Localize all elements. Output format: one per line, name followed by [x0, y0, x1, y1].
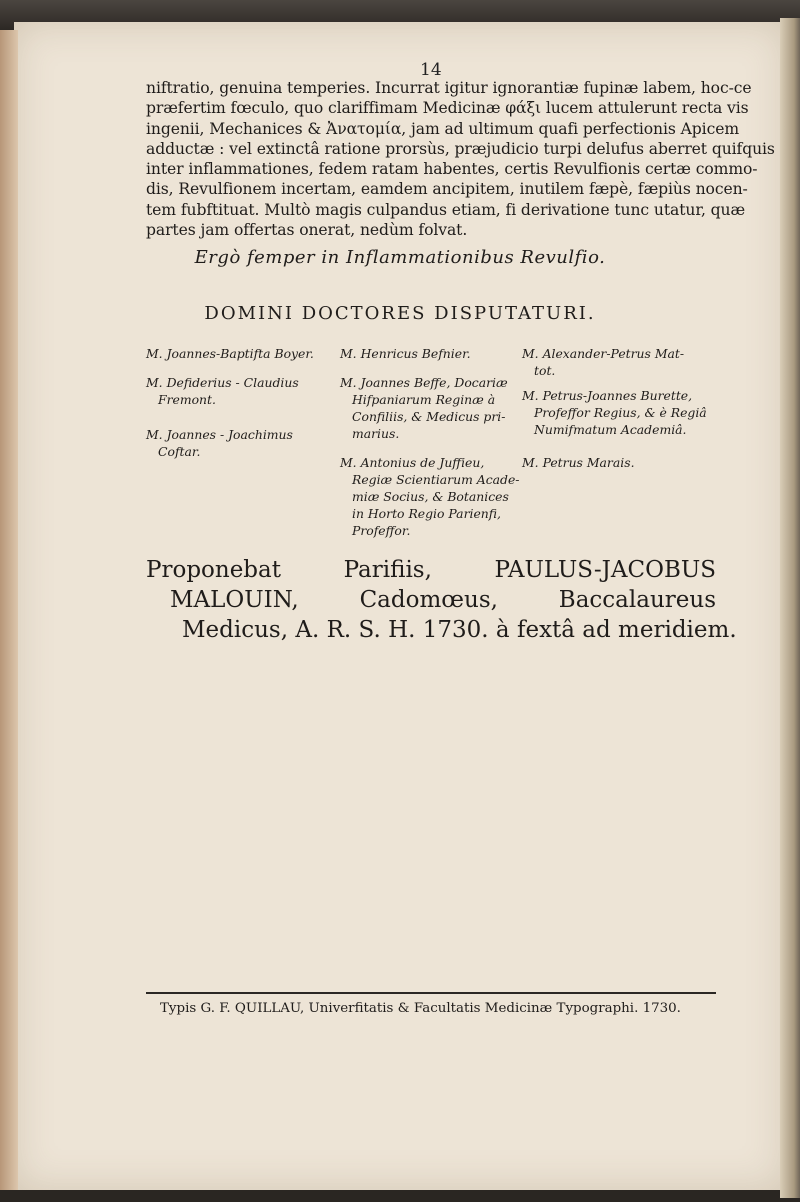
doctor-entry	[522, 387, 707, 438]
body-line: partes jam offertas onerat, nedùm folvat.	[146, 221, 468, 240]
proposition-line: Medicus, A. R. S. H. 1730. à fextâ ad meridiem.	[182, 617, 737, 643]
doctor-name: M. Alexander-Petrus Mat-	[522, 346, 685, 361]
doctor-title: Numifmatum Academiâ.	[534, 422, 687, 437]
doctor-title: in Horto Regio Parienfi,	[352, 506, 501, 521]
body-line: dis, Revulfionem incertam, eamdem ancipitem, inutilem fæpè, fæpiùs nocen-	[146, 180, 748, 199]
body-paragraph	[146, 78, 775, 240]
doctor-title: Regiæ Scientiarum Acade-	[352, 472, 520, 487]
doctor-name-cont: tot.	[534, 363, 556, 378]
printer-imprint: Typis G. F. QUILLAU, Univerfitatis & Facultatis Medicinæ Typographi. 1730.	[160, 1001, 681, 1016]
doctor-title: Hifpaniarum Reginæ à	[352, 392, 496, 407]
body-line: adductæ : vel extinctâ ratione prorsùs, præjudicio turpi delufus aberret quifquis	[146, 139, 775, 158]
body-line: inter inflammationes, fedem ratam habentes, certis Revulfionis certæ commo-	[146, 160, 758, 179]
doctor-name-cont: Coftar.	[158, 444, 201, 459]
doctor-entry	[522, 454, 702, 471]
doctor-entry	[146, 345, 336, 362]
page-gutter	[0, 30, 18, 1190]
proposition-line: Proponebat Parifiis, PAULUS-JACOBUS	[146, 557, 716, 583]
body-line: tem fubftituat. Multò magis culpandus etiam, fi derivatione tunc utatur, quæ	[146, 200, 746, 219]
page-fore-edge	[780, 18, 800, 1198]
doctors-column-1	[146, 345, 336, 472]
doctor-name: M. Henricus Befnier.	[340, 346, 471, 361]
doctor-title: miæ Socius, & Botanices	[352, 489, 509, 504]
doctor-name: M. Joannes-Baptifta Boyer.	[146, 346, 314, 361]
doctor-title: Profeffor Regius, & è Regiâ	[534, 405, 707, 420]
doctors-column-2	[340, 345, 520, 551]
doctor-title: Confiliis, & Medicus pri-	[352, 409, 506, 424]
doctor-name: M. Joannes - Joachimus	[146, 427, 293, 442]
doctor-name-cont: Fremont.	[158, 392, 216, 407]
doctor-name: M. Petrus-Joannes Burette,	[522, 388, 693, 403]
proposition-block	[146, 555, 737, 645]
doctor-name: M. Petrus Marais.	[522, 455, 635, 470]
doctor-entry	[146, 374, 336, 408]
body-line: ingenii, Mechanices & Ἀνατομία, jam ad ultimum quafi perfectionis Apicem	[146, 119, 740, 138]
doctor-name: M. Joannes Beffe, Docariæ	[340, 375, 508, 390]
body-line: niftratio, genuina temperies. Incurrat igitur ignorantiæ fupinæ labem, hoc-ce	[146, 79, 752, 97]
body-line: præfertim fœculo, quo clariffimam Medicinæ φάξι lucem attulerunt recta vis	[146, 99, 749, 118]
doctor-entry	[340, 374, 516, 442]
doctor-entry	[340, 345, 516, 362]
doctors-column-3	[522, 345, 707, 483]
doctor-title: Profeffor.	[352, 523, 411, 538]
proposition-line: MALOUIN, Cadomœus, Baccalaureus	[170, 587, 716, 613]
doctor-entry	[146, 426, 336, 460]
doctor-entry	[522, 345, 702, 379]
doctor-name: M. Defiderius - Claudius	[146, 375, 299, 390]
doctor-name: M. Antonius de Juffieu,	[340, 455, 485, 470]
doctor-entry	[340, 454, 520, 539]
thesis-statement: Ergò femper in Inflammationibus Revulfio.	[194, 247, 606, 268]
doctor-title: marius.	[352, 426, 400, 441]
page-number: 14	[420, 60, 442, 80]
footer-rule	[146, 992, 716, 994]
doctors-heading: DOMINI DOCTORES DISPUTATURI.	[204, 303, 596, 324]
